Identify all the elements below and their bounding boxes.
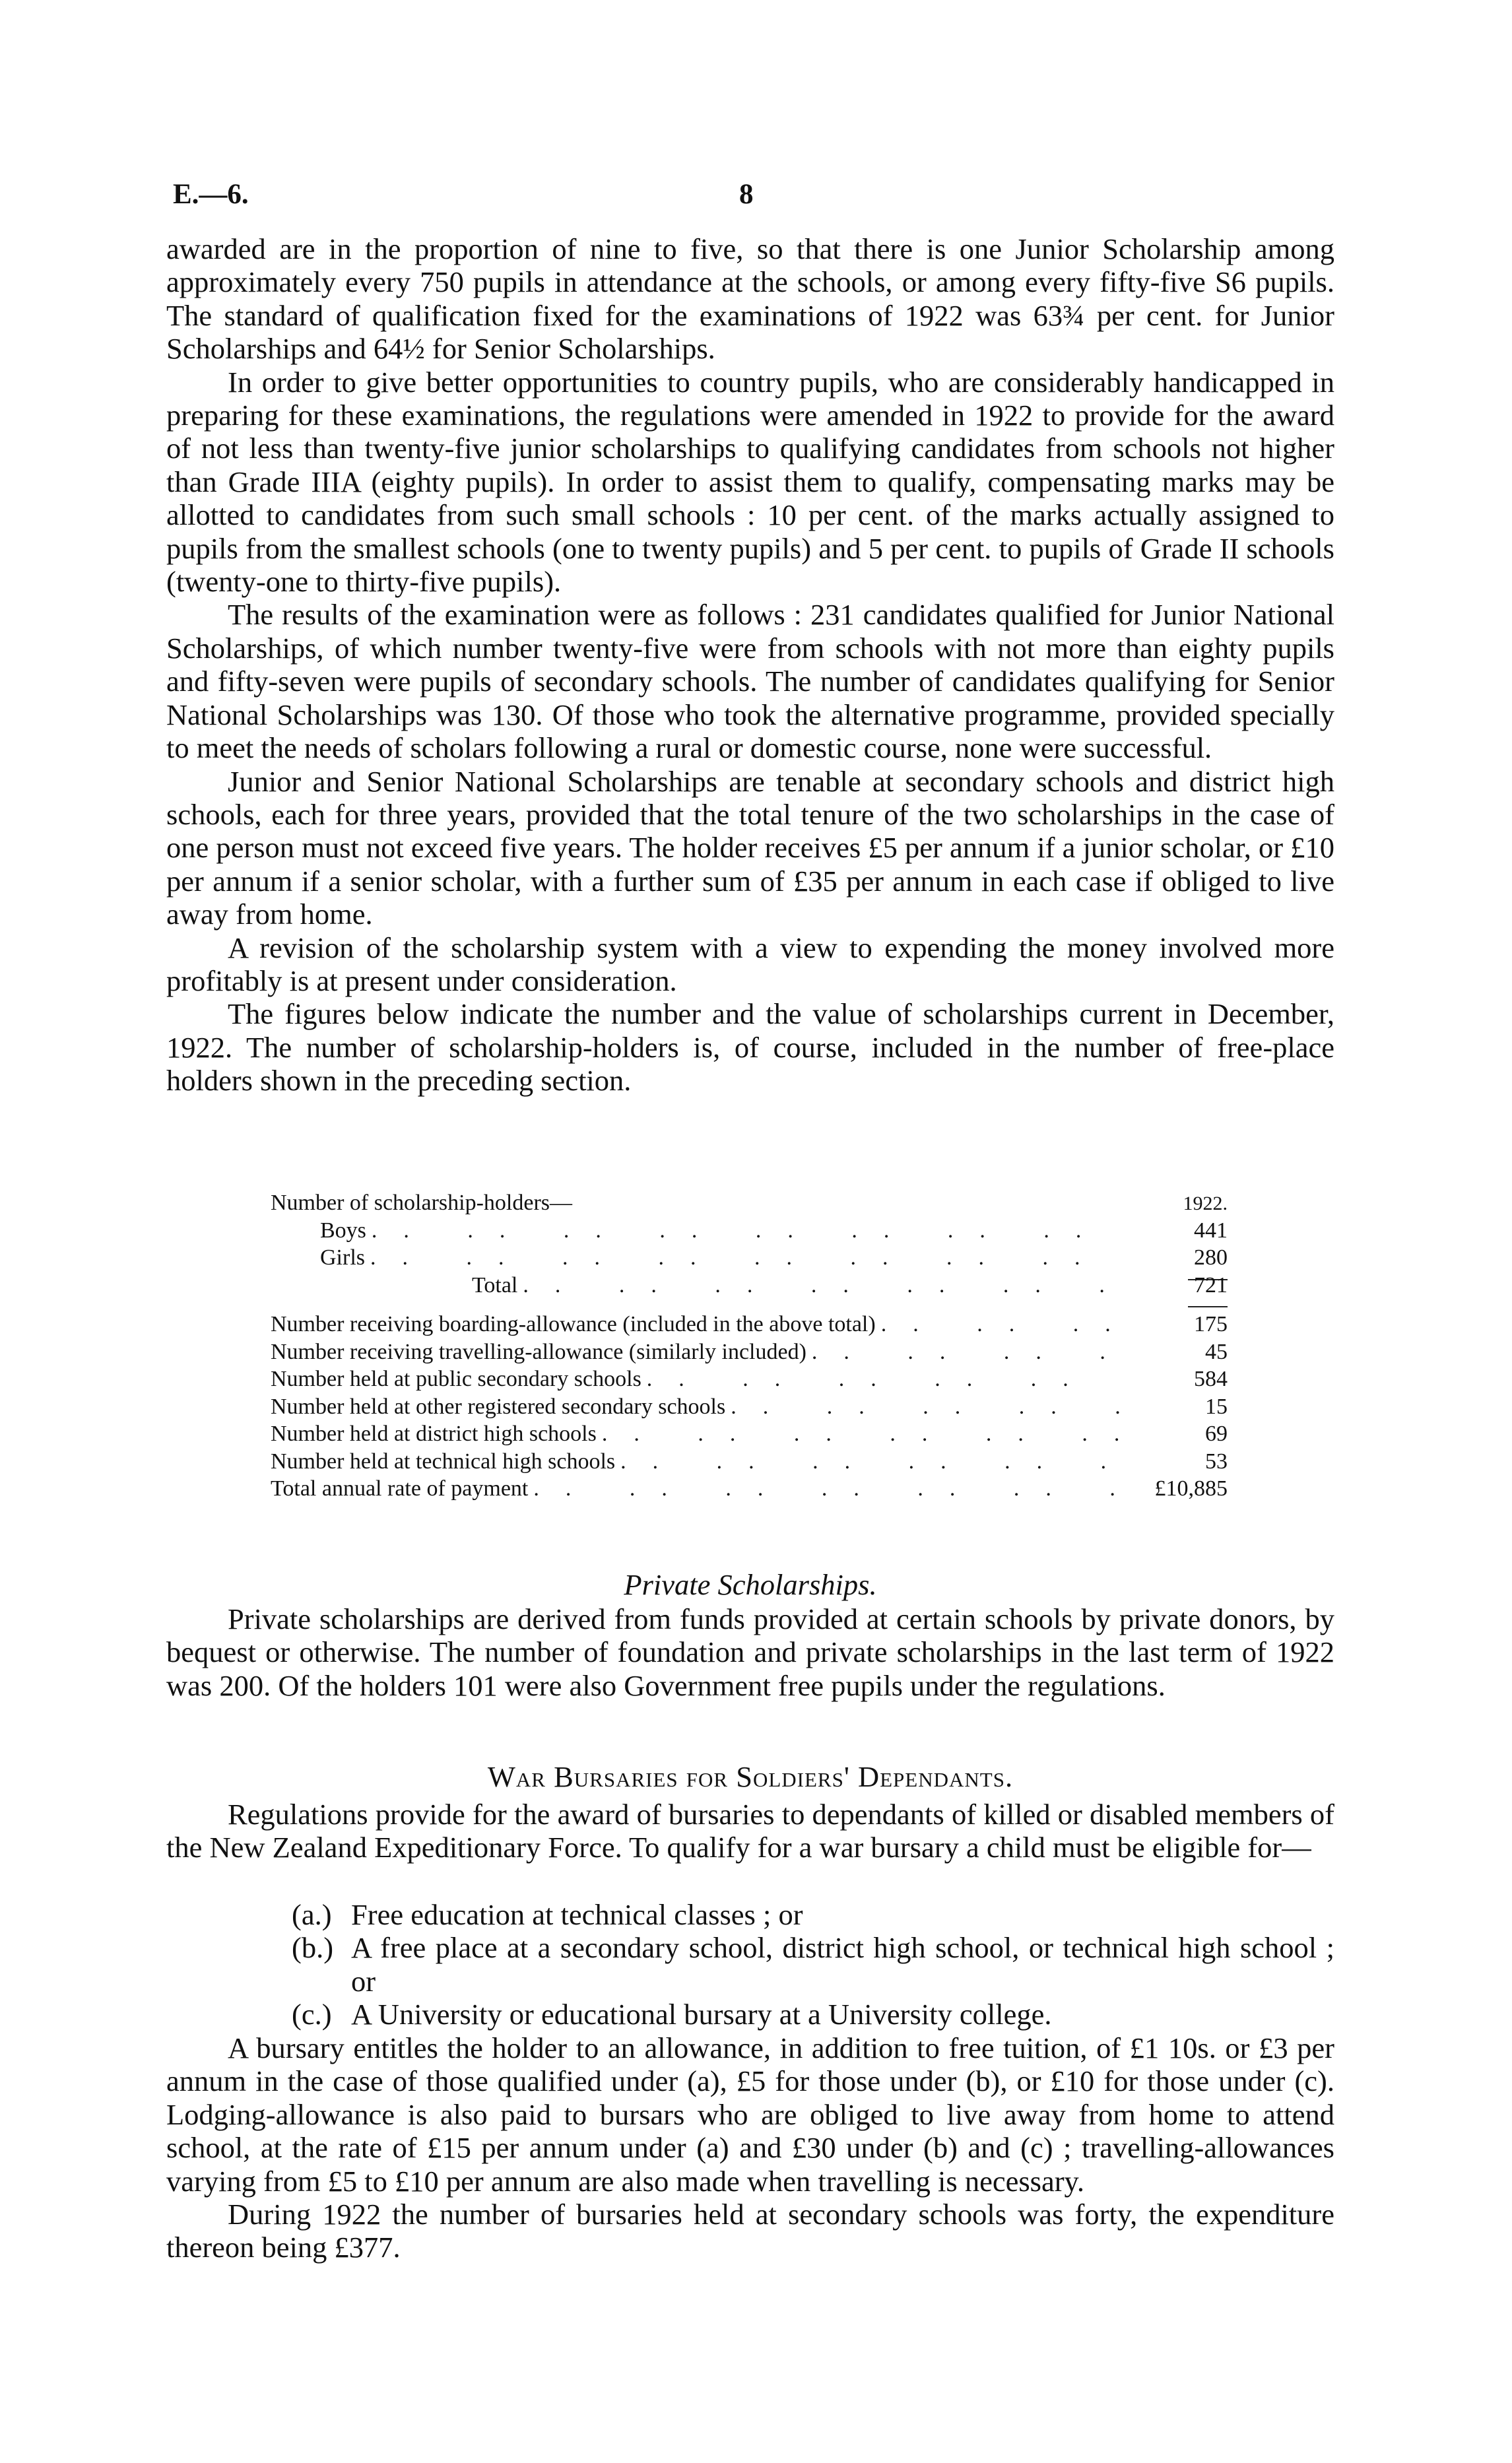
list-item [166, 1898, 1334, 1931]
row-value: £10,885 [1154, 1476, 1228, 1501]
list-item [166, 1998, 1334, 2031]
row-value: 53 [1205, 1449, 1228, 1474]
eligibility-list [166, 1898, 1334, 2031]
war-bursaries-intro [166, 1798, 1334, 1864]
leader-dots [370, 1244, 1123, 1272]
leader-dots [372, 1217, 1123, 1245]
table-row [271, 1393, 1228, 1421]
total-value: 721 [1194, 1272, 1228, 1297]
paragraph: Regulations provide for the award of bursaries to dependants of killed or disabled members of the New Zealand Expeditionary Force. To qualify for a war bursary a child must be eligible for— [166, 1798, 1334, 1864]
paragraph: A revision of the scholarship system with a view to expending the money involved more profitably is at present under consideration. [166, 931, 1334, 997]
list-item [166, 1931, 1334, 1998]
scholarship-statistics-table [271, 1189, 1228, 1503]
row-value: 584 [1194, 1367, 1228, 1391]
list-item-text: A University or educational bursary at a University college. [351, 1998, 1052, 2031]
boys-label: Boys [320, 1218, 366, 1243]
boys-value: 441 [1194, 1218, 1228, 1243]
row-label: Number held at technical high schools [271, 1449, 616, 1474]
table-row [271, 1448, 1228, 1476]
row-value: 69 [1205, 1422, 1228, 1446]
leader-dots [523, 1272, 1123, 1299]
leader-dots [647, 1365, 1123, 1393]
total-label: Total [472, 1272, 518, 1297]
private-scholarships-heading: Private Scholarships. [624, 1568, 877, 1601]
row-value: 45 [1205, 1339, 1228, 1364]
row-label: Total annual rate of payment [271, 1476, 529, 1501]
list-marker: (b.) [292, 1931, 334, 1965]
list-marker: (a.) [292, 1898, 332, 1931]
leader-dots [731, 1393, 1123, 1421]
page-number: 8 [739, 179, 754, 210]
paragraph: awarded are in the proportion of nine to five, so that there is one Junior Scholarship among approximately every 750 pupils in attendance at the schools, or among every fifty-five S6 pupils. The standard of qualification fixed for the examinations of 1922 was 63¾ per cent. for Junior Scholarships and 64½ for Senior Scholarships. [166, 232, 1334, 366]
table-row [271, 1365, 1228, 1393]
table-row [271, 1244, 1228, 1272]
year-column-header: 1922. [1183, 1193, 1228, 1214]
row-label: Number receiving travelling-allowance (similarly included) [271, 1339, 806, 1364]
row-value: 15 [1205, 1394, 1228, 1419]
leader-dots [881, 1311, 1123, 1338]
row-label: Number receiving boarding-allowance (included in the above total) [271, 1312, 876, 1336]
table-row [271, 1272, 1228, 1299]
list-marker: (c.) [292, 1998, 332, 2031]
war-bursaries-heading: War Bursaries for Soldiers' Dependants. [487, 1760, 1014, 1793]
leader-dots [533, 1475, 1123, 1503]
girls-value: 280 [1194, 1245, 1228, 1270]
paragraph: Private scholarships are derived from funds provided at certain schools by private donors, by bequest or otherwise. The number of foundation and private scholarships in the last term of 1922 was 200. Of the holders 101 were also Government free pupils under the regulations. [166, 1602, 1334, 1702]
table-header-row [271, 1189, 1228, 1217]
holders-label: Number of scholarship-holders— [271, 1191, 573, 1215]
private-scholarships-text [166, 1602, 1334, 1702]
table-row [271, 1311, 1228, 1338]
paragraph: The results of the examination were as follows : 231 candidates qualified for Junior National Scholarships, of which number twenty-five were from schools with not more than eighty pupils and fifty-seven were pupils of secondary schools. The number of candidates qualifying for Senior National Scholarships was 130. Of those who took the alternative programme, provided specially to meet the needs of scholars following a rural or domestic course, none were successful. [166, 598, 1334, 765]
row-value: 175 [1194, 1312, 1228, 1336]
row-label: Number held at district high schools [271, 1422, 597, 1446]
paragraph: Junior and Senior National Scholarships are tenable at secondary schools and district high schools, each for three years, provided that the total tenure of the two scholarships in the case of one person must not exceed five years. The holder receives £5 per annum if a junior scholar, or £10 per annum if a senior scholar, with a further sum of £35 per annum in each case if obliged to live away from home. [166, 764, 1334, 931]
table-row [271, 1338, 1228, 1366]
list-item-text: Free education at technical classes ; or [351, 1898, 803, 1931]
leader-dots [812, 1338, 1123, 1366]
girls-label: Girls [320, 1245, 365, 1270]
table-row [271, 1475, 1228, 1503]
list-item-text: A free place at a secondary school, district high school, or technical high school ; or [351, 1931, 1334, 1998]
leader-dots [602, 1420, 1123, 1448]
scholarship-text [166, 232, 1334, 1098]
paragraph: A bursary entitles the holder to an allowance, in addition to free tuition, of £1 10s. or £3 per annum in the case of those qualified under (a), £5 for those under (b), or £10 for those under (c). Lodging-allowance is also paid to bursars who are obliged to live away from home to attend school, at the rate of £15 per annum under (a) and £30 under (b) and (c) ; travelling-allowances varying from £5 to £10 per annum are also made when travelling is necessary. [166, 2031, 1334, 2198]
paragraph: In order to give better opportunities to country pupils, who are considerably handicapped in preparing for these examinations, the regulations were amended in 1922 to provide for the award of not less than twenty-five junior scholarships to qualifying candidates from schools not higher than Grade IIIA (eighty pupils). In order to assist them to qualify, compensating marks may be allotted to candidates from such small schools : 10 per cent. of the marks actually assigned to pupils from the smallest schools (one to twenty pupils) and 5 per cent. to pupils of Grade II schools (twenty-one to thirty-five pupils). [166, 365, 1334, 599]
table-row [271, 1217, 1228, 1245]
paragraph: During 1922 the number of bursaries held at secondary schools was forty, the expenditure thereon being £377. [166, 2198, 1334, 2264]
paragraph: The figures below indicate the number and the value of scholarships current in December, 1922. The number of scholarship-holders is, of course, included in the number of free-place holders shown in the preceding section. [166, 997, 1334, 1098]
leader-dots [620, 1448, 1123, 1476]
war-bursaries-details [166, 2031, 1334, 2264]
table-row [271, 1420, 1228, 1448]
series-code: E.—6. [173, 179, 249, 210]
row-label: Number held at public secondary schools [271, 1367, 641, 1391]
row-label: Number held at other registered secondary schools [271, 1394, 726, 1419]
